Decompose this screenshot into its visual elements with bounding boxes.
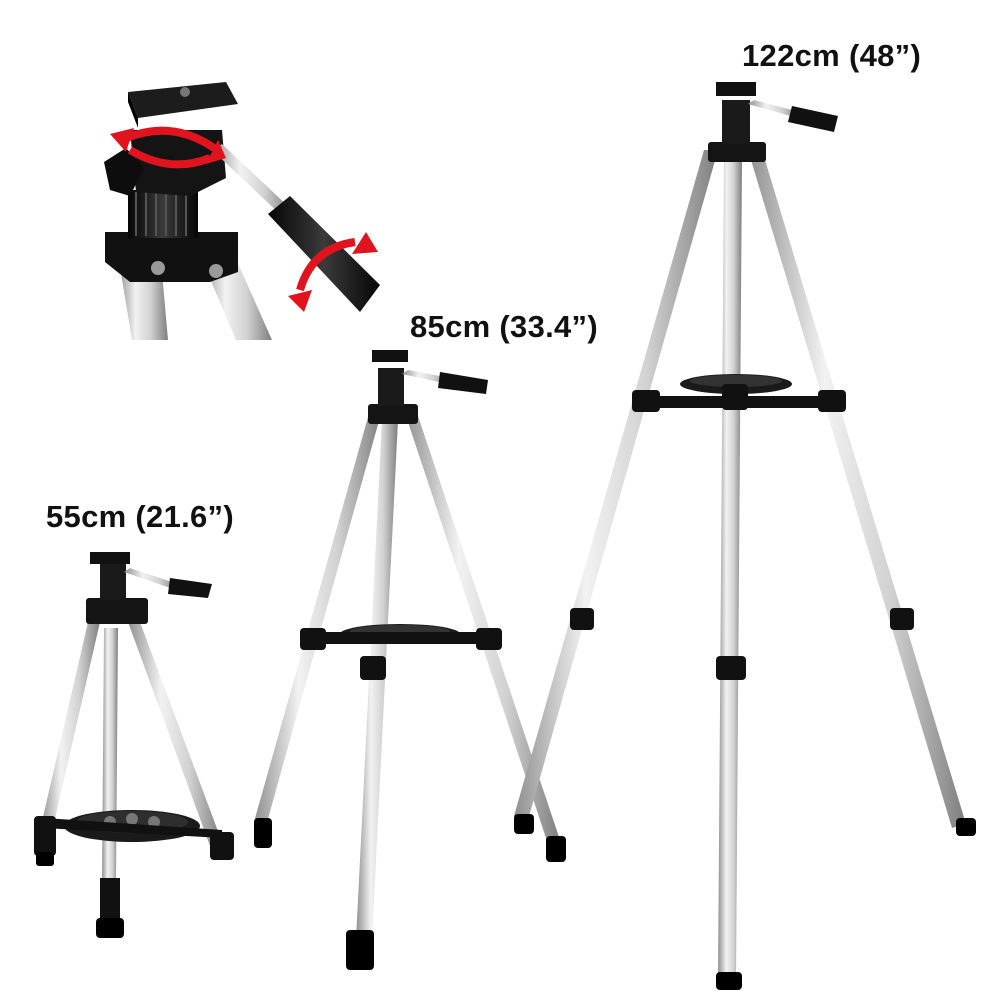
height-label-tall: 122cm (48”) [742, 38, 922, 73]
tripod-tall [514, 82, 976, 990]
tripod-short [34, 552, 234, 938]
pan-head-closeup [104, 82, 380, 340]
tripod-medium [254, 350, 566, 970]
height-label-short: 55cm (21.6”) [46, 499, 234, 534]
height-label-medium: 85cm (33.4”) [410, 309, 598, 344]
